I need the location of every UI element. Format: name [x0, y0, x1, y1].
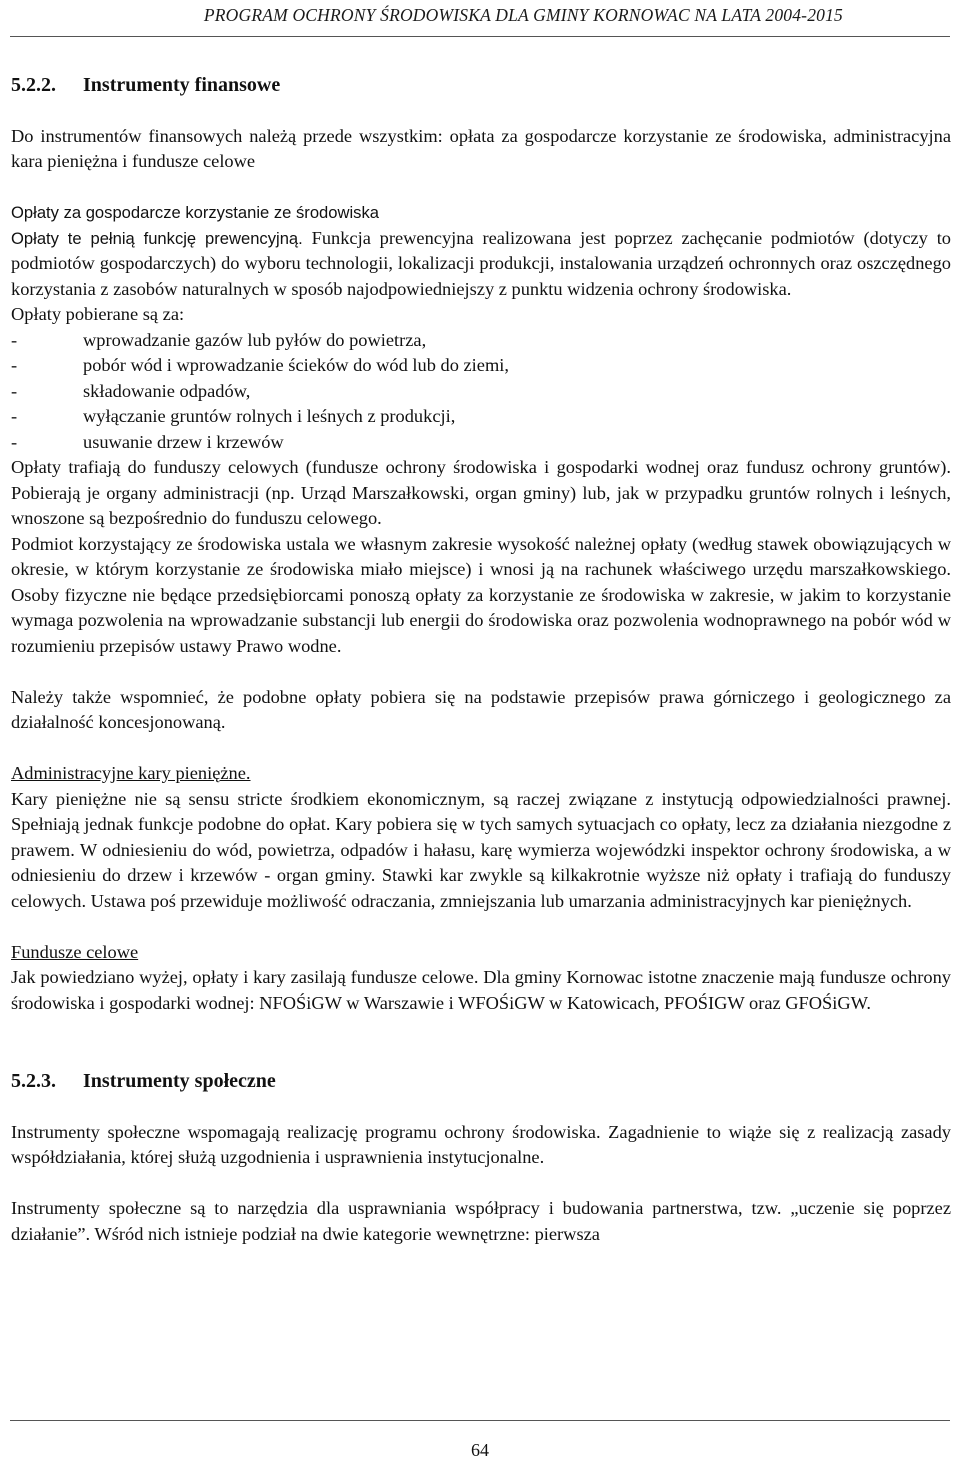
page-content [11, 72, 951, 1247]
fees-list [11, 328, 951, 456]
penalties-paragraph: Kary pieniężne nie są sensu stricte środkiem ekonomicznym, są raczej związane z instytucją odpowiedzialności prawnej. Spełniają jednak funkcje podobne do opłat. Kary pobiera się w tych samych sytuacjach co opłaty, lecz za działania niezgodne z prawem. W odniesieniu do wód, powietrza, odpadów i hałasu, karę wymierza wojewódzki inspektor ochrony środowiska, a w odniesieniu do drzew i krzewów - organ gminy. Stawki kar zwykle są kilkakrotnie wyższe niż opłaty i trafiają do funduszy celowych. Ustawa poś przewiduje możliwość odraczania, zmniejszania lub umarzania administracyjnych kar pieniężnych. [11, 788, 951, 911]
funds-paragraph: Jak powiedziano wyżej, opłaty i kary zasilają fundusze celowe. Dla gminy Kornowac istotne znaczenie mają fundusze ochrony środowiska i gospodarki wodnej: NFOŚiGW w Warszawie i WFOŚiGW w Katowicach, PFOŚIGW oraz GFOŚiGW. [11, 967, 951, 1013]
section-number: 5.2.3. [11, 1070, 56, 1092]
list-marker: - [11, 355, 18, 375]
header-divider [10, 36, 950, 37]
page-number: 64 [471, 1440, 489, 1460]
list-item-text: składowanie odpadów, [83, 380, 251, 401]
fees-lead: Opłaty te pełnią funkcję prewencyjną. [11, 228, 303, 248]
fees-paragraph-3: Podmiot korzystający ze środowiska ustala we własnym zakresie wysokość należnej opłaty (według stawek obowiązujących w okresie, w którym korzystanie ze środowiska miało miejsce) i wnosi ją na rachunek właściwego urzędu marszałkowskiego. Osoby fizyczne nie będące przedsiębiorcami ponoszą opłaty za korzystanie ze środowiska w zakresie, w jakim to korzystanie wymaga pozwolenia na wprowadzanie substancji lub energii do środowiska oraz pozwolenia wodnoprawnego na pobór wód w rozumieniu przepisów ustawy Prawo wodne. [11, 533, 951, 656]
fees-list-intro: Opłaty pobierane są za: [11, 304, 185, 324]
list-item-text: wyłączanie gruntów rolnych i leśnych z produkcji, [83, 406, 456, 426]
list-marker: - [11, 406, 18, 426]
section-heading-5-2-2 [11, 72, 951, 98]
list-marker: - [11, 329, 18, 350]
list-item-text: usuwanie drzew i krzewów [83, 431, 284, 452]
fees-paragraph-4: Należy także wspomnieć, że podobne opłaty pobiera się na podstawie przepisów prawa górniczego i geologicznego za działalność koncesjonowaną. [11, 686, 951, 732]
list-marker: - [11, 431, 18, 452]
funds-heading: Fundusze celowe [11, 941, 139, 962]
fees-paragraph-2: Opłaty trafiają do funduszy celowych (fundusze ochrony środowiska i gospodarki wodnej oraz fundusz ochrony gruntów). Pobierają je organy administracji (np. Urząd Marszałkowski, organ gminy) lub, jak w przypadku gruntów rolnych i leśnych, wnoszone są bezpośrednio do funduszu celowego. [11, 457, 951, 528]
social-paragraph-1: Instrumenty społeczne wspomagają realizację programu ochrony środowiska. Zagadnienie to wiąże się z realizacją zasady współdziałania, której służą uzgodnienia i usprawnienia instytucjonalne. [11, 1121, 951, 1167]
section-heading-5-2-3 [11, 1068, 951, 1094]
list-item [11, 328, 951, 354]
list-marker: - [11, 380, 18, 401]
fees-text: Funkcja prewencyjna realizowana jest poprzez zachęcanie podmiotów (dotyczy to podmiotów gospodarczych) do wyboru technologii, lokalizacji produkcji, instalowania urządzeń ochronnych oraz oszczędnego korzystania z zasobów naturalnych w sposób najodpowiedniejszy z punktu widzenia ochrony środowiska. [11, 227, 951, 299]
footer-divider [10, 1420, 950, 1421]
list-item [11, 353, 951, 379]
social-paragraph-2: Instrumenty społeczne są to narzędzia dla usprawniania współpracy i budowania partnerstwa, tzw. „uczenie się poprzez działanie”. Wśród nich istnieje podział na dwie kategorie wewnętrzne: pierwsza [11, 1198, 951, 1244]
running-header: PROGRAM OCHRONY ŚRODOWISKA DLA GMINY KORNOWAC NA LATA 2004-2015 [203, 5, 843, 25]
list-item [11, 379, 951, 405]
section-number: 5.2.2. [11, 74, 56, 96]
section-title: Instrumenty społeczne [83, 1070, 276, 1092]
list-item-text: pobór wód i wprowadzanie ścieków do wód lub do ziemi, [83, 355, 509, 375]
list-item [11, 404, 951, 430]
section-title: Instrumenty finansowe [83, 74, 281, 96]
fees-heading: Opłaty za gospodarcze korzystanie ze środowiska [11, 203, 380, 222]
fees-paragraph [11, 226, 951, 303]
penalties-heading: Administracyjne kary pieniężne. [11, 763, 251, 783]
intro-paragraph: Do instrumentów finansowych należą przede wszystkim: opłata za gospodarcze korzystanie ze środowiska, administracyjna kara pieniężna i fundusze celowe [11, 125, 951, 171]
list-item [11, 430, 951, 456]
list-item-text: wprowadzanie gazów lub pyłów do powietrza, [83, 329, 427, 350]
